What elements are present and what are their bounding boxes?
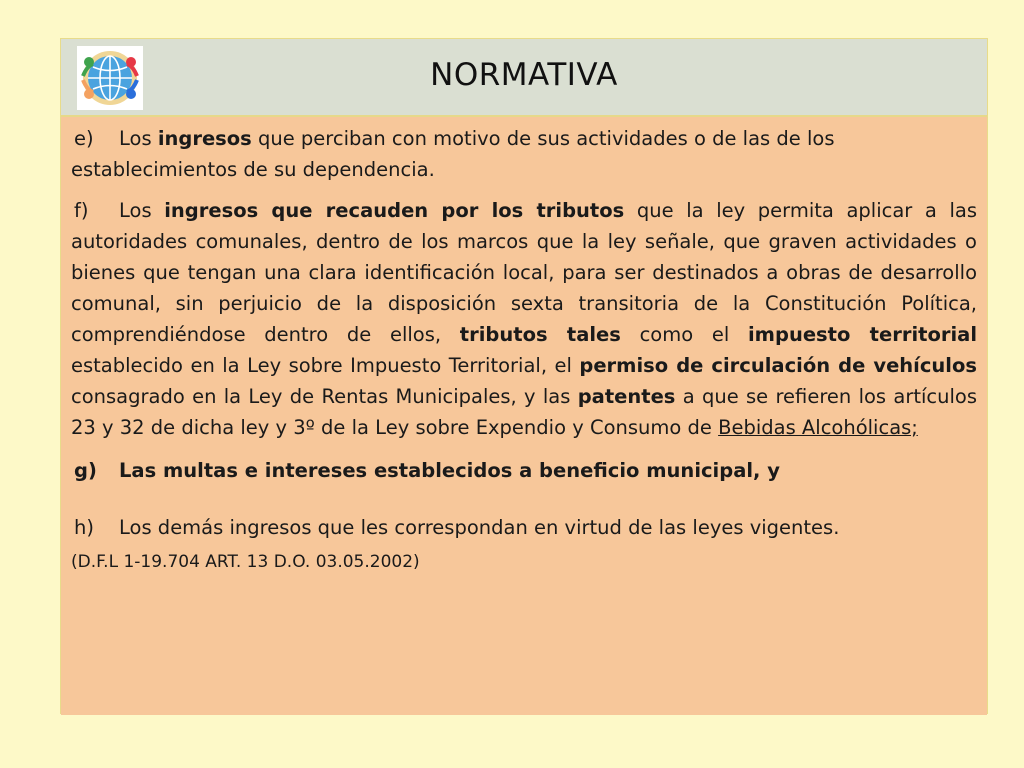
text-f-4: establecido en la Ley sobre Impuesto Territorial, el xyxy=(71,354,580,377)
paragraph-f xyxy=(71,195,977,443)
bold-f-4: permiso de circulación de vehículos xyxy=(579,354,977,377)
bold-f-1: ingresos que recauden por los tributos xyxy=(164,199,625,222)
slide-header xyxy=(61,39,987,117)
text-f-3: como el xyxy=(620,323,748,346)
bold-e-1: ingresos xyxy=(157,127,252,150)
text-h: Los demás ingresos que les correspondan en virtud de las leyes vigentes. xyxy=(119,516,840,539)
text-f-2: que la ley permita aplicar a las autoridades comunales, dentro de los marcos que la ley señale, que graven actividades o bienes que tengan una clara identificación local, para ser destinados a obras de desarrollo comunal, sin perjuicio de la disposición sexta transitoria de la Constitución Política, comprendiéndose dentro de ellos, xyxy=(71,199,977,346)
bold-f-5: patentes xyxy=(577,385,676,408)
text-e-2: que perciban con motivo de sus actividades o de las de los establecimientos de su dependencia. xyxy=(71,127,835,181)
slide-title: NORMATIVA xyxy=(430,57,618,93)
text-g: Las multas e intereses establecidos a beneficio municipal, y xyxy=(119,459,780,482)
text-f-1: Los xyxy=(119,199,165,222)
paragraph-h xyxy=(71,512,977,543)
item-label-f: f) xyxy=(74,199,89,222)
slide-frame xyxy=(60,38,988,714)
slide-content xyxy=(61,117,987,715)
text-e-1: Los xyxy=(119,127,158,150)
item-label-g: g) xyxy=(74,459,97,482)
bold-f-2: tributos tales xyxy=(459,323,621,346)
underlined-f-1: Bebidas Alcohólicas; xyxy=(718,416,918,439)
item-label-h: h) xyxy=(74,516,94,539)
paragraph-e xyxy=(71,123,977,185)
bold-f-3: impuesto territorial xyxy=(747,323,977,346)
item-label-e: e) xyxy=(74,127,94,150)
text-f-6: a que se refieren los artículos 23 y 32 de dicha ley y 3º de la Ley sobre Expendio y Consumo de xyxy=(71,385,977,439)
text-f-5: consagrado en la Ley de Rentas Municipales, y las xyxy=(71,385,578,408)
paragraph-g xyxy=(71,455,977,486)
legal-reference: (D.F.L 1-19.704 ART. 13 D.O. 03.05.2002) xyxy=(71,552,420,572)
